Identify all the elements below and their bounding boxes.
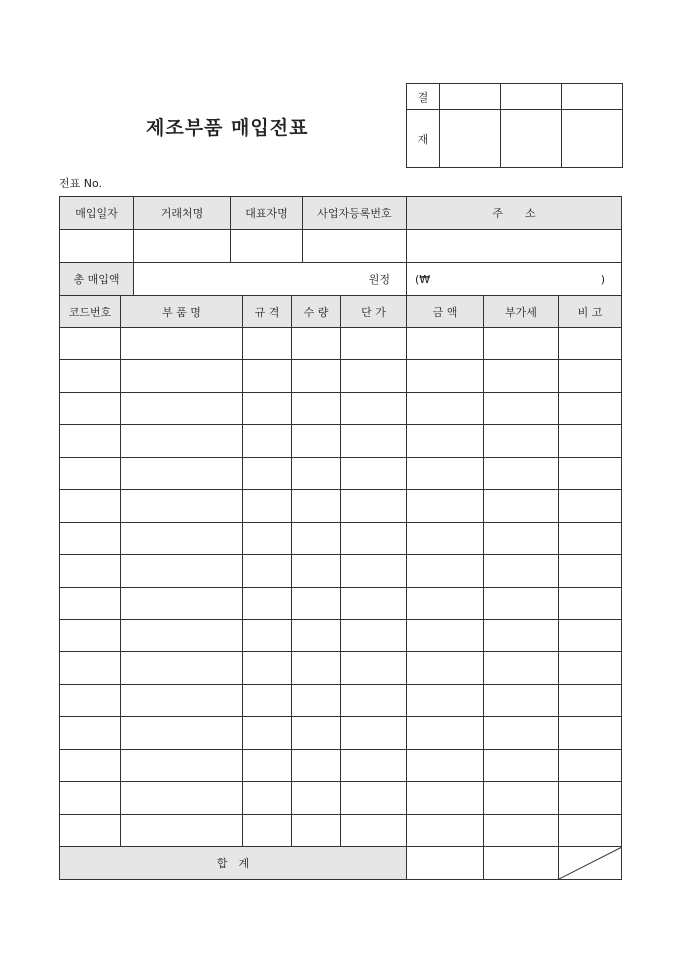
remarks-cell[interactable] xyxy=(559,457,622,489)
unit-price-cell[interactable] xyxy=(341,619,407,651)
code-number-cell[interactable] xyxy=(60,587,121,619)
approval-sign-cell[interactable] xyxy=(440,110,501,168)
quantity-cell[interactable] xyxy=(292,684,341,716)
item-row xyxy=(60,717,622,749)
purchase-info-table xyxy=(59,196,622,296)
item-row xyxy=(60,814,622,846)
slip-number-label: 전표 No. xyxy=(59,177,103,190)
amount-cell[interactable] xyxy=(407,425,484,457)
unit-price-cell[interactable] xyxy=(341,457,407,489)
remarks-cell[interactable] xyxy=(559,684,622,716)
purchase-date-field[interactable] xyxy=(60,230,134,263)
approval-cell[interactable] xyxy=(440,84,501,110)
part-name-cell[interactable] xyxy=(121,490,243,522)
quantity-cell[interactable] xyxy=(292,425,341,457)
item-row xyxy=(60,522,622,554)
unit-price-cell[interactable] xyxy=(341,782,407,814)
item-row xyxy=(60,782,622,814)
item-row xyxy=(60,749,622,781)
representative-field[interactable] xyxy=(231,230,303,263)
code-number-cell[interactable] xyxy=(60,522,121,554)
amount-cell[interactable] xyxy=(407,587,484,619)
item-row xyxy=(60,587,622,619)
amount-cell[interactable] xyxy=(407,717,484,749)
part-name-cell[interactable] xyxy=(121,652,243,684)
vat-cell[interactable] xyxy=(484,782,559,814)
unit-price-cell[interactable] xyxy=(341,490,407,522)
spec-cell[interactable] xyxy=(243,392,292,424)
header-code-number: 코드번호 xyxy=(60,296,121,328)
part-name-cell[interactable] xyxy=(121,749,243,781)
quantity-cell[interactable] xyxy=(292,587,341,619)
quantity-cell[interactable] xyxy=(292,814,341,846)
vat-cell[interactable] xyxy=(484,392,559,424)
part-name-cell[interactable] xyxy=(121,814,243,846)
unit-price-cell[interactable] xyxy=(341,555,407,587)
remarks-cell[interactable] xyxy=(559,652,622,684)
vat-cell[interactable] xyxy=(484,457,559,489)
code-number-cell[interactable] xyxy=(60,392,121,424)
unit-price-cell[interactable] xyxy=(341,328,407,360)
code-number-cell[interactable] xyxy=(60,490,121,522)
vat-cell[interactable] xyxy=(484,717,559,749)
amount-cell[interactable] xyxy=(407,619,484,651)
diagonal-line xyxy=(559,847,622,879)
vat-cell[interactable] xyxy=(484,328,559,360)
vat-cell[interactable] xyxy=(484,555,559,587)
unit-price-cell[interactable] xyxy=(341,587,407,619)
sum-remarks-crossed-cell xyxy=(559,847,622,880)
quantity-cell[interactable] xyxy=(292,749,341,781)
part-name-cell[interactable] xyxy=(121,619,243,651)
approval-cell[interactable] xyxy=(562,84,623,110)
part-name-cell[interactable] xyxy=(121,328,243,360)
paren-open: (₩ xyxy=(415,272,431,286)
spec-cell[interactable] xyxy=(243,555,292,587)
quantity-cell[interactable] xyxy=(292,522,341,554)
remarks-cell[interactable] xyxy=(559,425,622,457)
total-purchase-label: 총 매입액 xyxy=(60,263,134,296)
remarks-cell[interactable] xyxy=(559,619,622,651)
unit-price-cell[interactable] xyxy=(341,684,407,716)
amount-cell[interactable] xyxy=(407,555,484,587)
amount-cell[interactable] xyxy=(407,782,484,814)
code-number-cell[interactable] xyxy=(60,652,121,684)
item-row xyxy=(60,619,622,651)
spec-cell[interactable] xyxy=(243,360,292,392)
part-name-cell[interactable] xyxy=(121,360,243,392)
unit-price-cell[interactable] xyxy=(341,522,407,554)
remarks-cell[interactable] xyxy=(559,360,622,392)
amount-cell[interactable] xyxy=(407,328,484,360)
vat-cell[interactable] xyxy=(484,619,559,651)
quantity-cell[interactable] xyxy=(292,652,341,684)
code-number-cell[interactable] xyxy=(60,717,121,749)
quantity-cell[interactable] xyxy=(292,619,341,651)
remarks-cell[interactable] xyxy=(559,587,622,619)
header-address: 주 소 xyxy=(407,197,622,230)
approval-sign-cell[interactable] xyxy=(562,110,623,168)
item-row xyxy=(60,555,622,587)
document-title: 제조부품 매입전표 xyxy=(146,117,309,139)
business-reg-no-field[interactable] xyxy=(303,230,407,263)
code-number-cell[interactable] xyxy=(60,619,121,651)
amount-cell[interactable] xyxy=(407,522,484,554)
spec-cell[interactable] xyxy=(243,652,292,684)
vat-cell[interactable] xyxy=(484,749,559,781)
quantity-cell[interactable] xyxy=(292,360,341,392)
spec-cell[interactable] xyxy=(243,328,292,360)
remarks-cell[interactable] xyxy=(559,814,622,846)
remarks-cell[interactable] xyxy=(559,782,622,814)
vat-cell[interactable] xyxy=(484,652,559,684)
amount-cell[interactable] xyxy=(407,360,484,392)
header-representative: 대표자명 xyxy=(231,197,303,230)
item-row xyxy=(60,425,622,457)
item-row xyxy=(60,360,622,392)
quantity-cell[interactable] xyxy=(292,555,341,587)
item-row xyxy=(60,457,622,489)
header-part-name: 부 품 명 xyxy=(121,296,243,328)
amount-cell[interactable] xyxy=(407,749,484,781)
part-name-cell[interactable] xyxy=(121,392,243,424)
spec-cell[interactable] xyxy=(243,749,292,781)
approval-cell[interactable] xyxy=(501,84,562,110)
part-name-cell[interactable] xyxy=(121,522,243,554)
vat-cell[interactable] xyxy=(484,522,559,554)
code-number-cell[interactable] xyxy=(60,749,121,781)
item-row xyxy=(60,490,622,522)
vat-cell[interactable] xyxy=(484,360,559,392)
amount-cell[interactable] xyxy=(407,457,484,489)
amount-cell[interactable] xyxy=(407,684,484,716)
address-field[interactable] xyxy=(407,230,622,263)
part-name-cell[interactable] xyxy=(121,717,243,749)
header-vendor-name: 거래처명 xyxy=(134,197,231,230)
quantity-cell[interactable] xyxy=(292,717,341,749)
vat-cell[interactable] xyxy=(484,684,559,716)
remarks-cell[interactable] xyxy=(559,555,622,587)
paren-close: ) xyxy=(600,272,605,286)
part-name-cell[interactable] xyxy=(121,587,243,619)
vat-cell[interactable] xyxy=(484,490,559,522)
sum-label: 합 계 xyxy=(60,847,407,880)
header-vat: 부가세 xyxy=(484,296,559,328)
spec-cell[interactable] xyxy=(243,717,292,749)
unit-price-cell[interactable] xyxy=(341,717,407,749)
quantity-cell[interactable] xyxy=(292,457,341,489)
vat-cell[interactable] xyxy=(484,425,559,457)
vat-cell[interactable] xyxy=(484,587,559,619)
remarks-cell[interactable] xyxy=(559,749,622,781)
spec-cell[interactable] xyxy=(243,684,292,716)
quantity-cell[interactable] xyxy=(292,392,341,424)
spec-cell[interactable] xyxy=(243,457,292,489)
spec-cell[interactable] xyxy=(243,522,292,554)
approval-label-top: 결 xyxy=(407,84,440,110)
header-business-reg-no: 사업자등록번호 xyxy=(303,197,407,230)
code-number-cell[interactable] xyxy=(60,782,121,814)
spec-cell[interactable] xyxy=(243,782,292,814)
header-purchase-date: 매입일자 xyxy=(60,197,134,230)
remarks-cell[interactable] xyxy=(559,490,622,522)
approval-box xyxy=(406,83,623,168)
unit-price-cell[interactable] xyxy=(341,360,407,392)
spec-cell[interactable] xyxy=(243,425,292,457)
approval-label-bottom: 재 xyxy=(407,110,440,168)
items-table xyxy=(59,295,622,880)
code-number-cell[interactable] xyxy=(60,457,121,489)
remarks-cell[interactable] xyxy=(559,328,622,360)
code-number-cell[interactable] xyxy=(60,684,121,716)
item-row xyxy=(60,328,622,360)
vendor-name-field[interactable] xyxy=(134,230,231,263)
code-number-cell[interactable] xyxy=(60,555,121,587)
amount-cell[interactable] xyxy=(407,814,484,846)
part-name-cell[interactable] xyxy=(121,425,243,457)
approval-sign-cell[interactable] xyxy=(501,110,562,168)
unit-price-cell[interactable] xyxy=(341,814,407,846)
unit-price-cell[interactable] xyxy=(341,392,407,424)
header-quantity: 수 량 xyxy=(292,296,341,328)
code-number-cell[interactable] xyxy=(60,425,121,457)
spec-cell[interactable] xyxy=(243,490,292,522)
spec-cell[interactable] xyxy=(243,619,292,651)
part-name-cell[interactable] xyxy=(121,782,243,814)
remarks-cell[interactable] xyxy=(559,717,622,749)
unit-price-cell[interactable] xyxy=(341,749,407,781)
header-amount: 금 액 xyxy=(407,296,484,328)
header-spec: 규 격 xyxy=(243,296,292,328)
amount-cell[interactable] xyxy=(407,490,484,522)
quantity-cell[interactable] xyxy=(292,490,341,522)
amount-cell[interactable] xyxy=(407,392,484,424)
amount-cell[interactable] xyxy=(407,652,484,684)
code-number-cell[interactable] xyxy=(60,328,121,360)
total-amount-field[interactable] xyxy=(134,263,407,296)
code-number-cell[interactable] xyxy=(60,814,121,846)
header-remarks: 비 고 xyxy=(559,296,622,328)
sum-vat-field[interactable] xyxy=(484,847,559,880)
part-name-cell[interactable] xyxy=(121,457,243,489)
code-number-cell[interactable] xyxy=(60,360,121,392)
item-rows xyxy=(60,328,622,847)
vat-cell[interactable] xyxy=(484,814,559,846)
quantity-cell[interactable] xyxy=(292,328,341,360)
spec-cell[interactable] xyxy=(243,587,292,619)
part-name-cell[interactable] xyxy=(121,684,243,716)
part-name-cell[interactable] xyxy=(121,555,243,587)
unit-price-cell[interactable] xyxy=(341,425,407,457)
item-row xyxy=(60,392,622,424)
item-row xyxy=(60,652,622,684)
won-label: 원정 xyxy=(368,273,390,286)
remarks-cell[interactable] xyxy=(559,392,622,424)
remarks-cell[interactable] xyxy=(559,522,622,554)
total-amount-numeric-field[interactable] xyxy=(407,263,622,296)
sum-amount-field[interactable] xyxy=(407,847,484,880)
header-unit-price: 단 가 xyxy=(341,296,407,328)
quantity-cell[interactable] xyxy=(292,782,341,814)
spec-cell[interactable] xyxy=(243,814,292,846)
unit-price-cell[interactable] xyxy=(341,652,407,684)
item-row xyxy=(60,684,622,716)
